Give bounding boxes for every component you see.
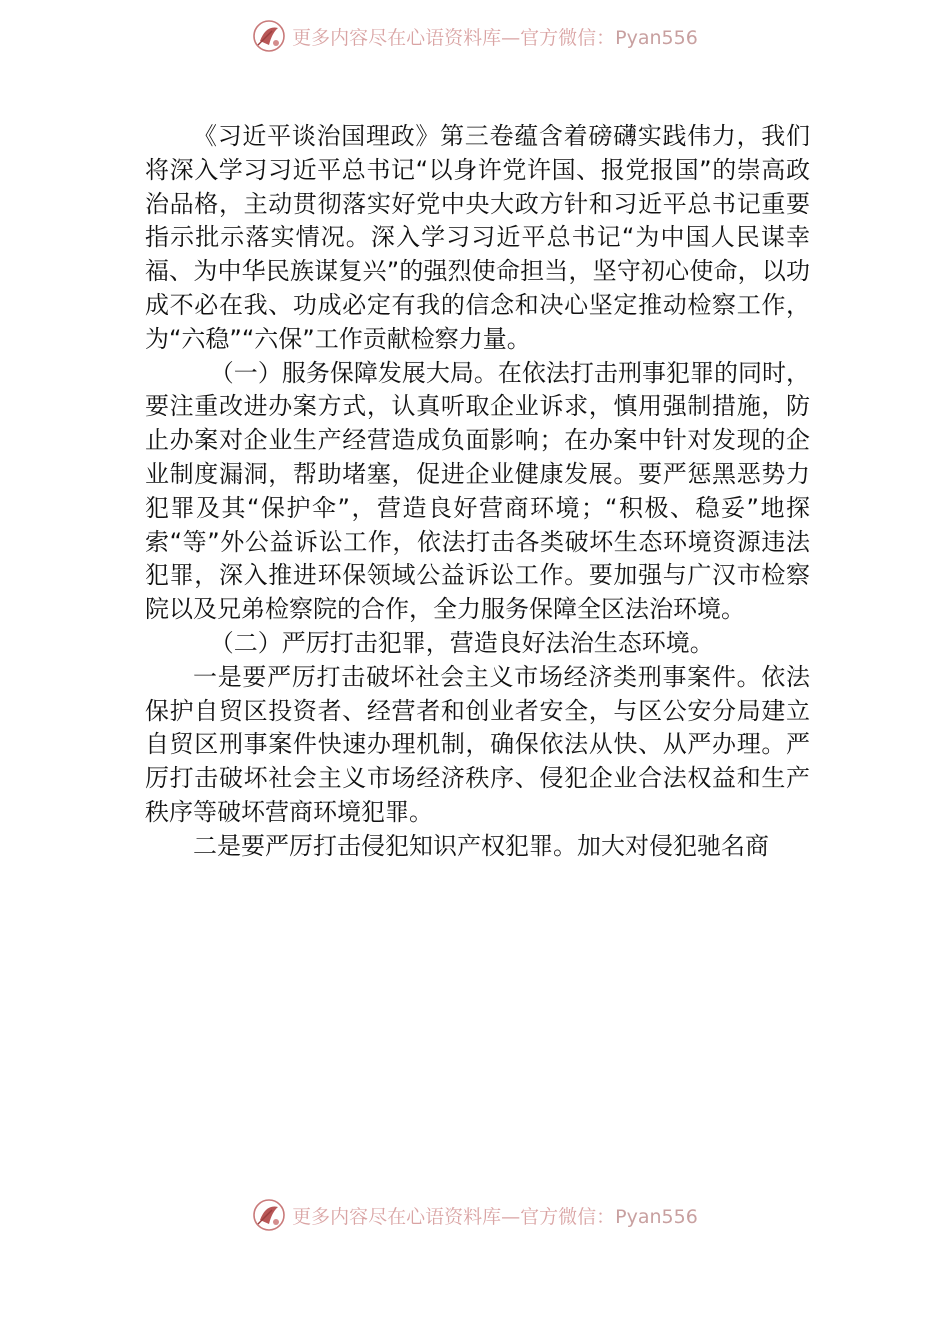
paragraph-section-two: （二）严厉打击犯罪，营造良好法治生态环境。: [209, 628, 714, 657]
header-watermark: [0, 16, 950, 56]
paragraph-section-one: （一）服务保障发展大局。在依法打击刑事犯罪的同时，要注重改进办案方式，认真听取企业诉求，慎用强制措施，防止办案对企业生产经营造成负面影响；在办案中针对发现的企业制度漏洞，帮助堵塞，促进企业健康发展。要严惩黑恶势力犯罪及其“保护伞”，营造良好营商环境；“积极、稳妥”地探索“等”外公益诉讼工作，依法打击各类破坏生态环境资源违法犯罪，深入推进环保领域公益诉讼工作。要加强与广汉市检察院以及兄弟检察院的合作，全力服务保障全区法治环境。: [145, 358, 810, 624]
paragraph: 二是要严厉打击侵犯知识产权犯罪。加大对侵犯驰名商: [193, 831, 769, 860]
paragraph: 一是要严厉打击破坏社会主义市场经济类刑事案件。依法保护自贸区投资者、经营者和创业者安全，与区公安分局建立自贸区刑事案件快速办理机制，确保依法从快、从严办理。严厉打击破坏社会主义市场经济秩序、侵犯企业合法权益和生产秩序等破坏营商环境犯罪。: [145, 662, 810, 826]
document-body: [145, 120, 810, 864]
paragraph: 《习近平谈治国理政》第三卷蕴含着磅礴实践伟力，我们将深入学习习近平总书记“以身许党许国、报党报国”的崇高政治品格，主动贯彻落实好党中央大政方针和习近平总书记重要指示批示落实情况。深入学习习近平总书记“为中国人民谋幸福、为中华民族谋复兴”的强烈使命担当，坚守初心使命，以功成不必在我、功成必定有我的信念和决心坚定推动检察工作，为“六稳”“六保”工作贡献检察力量。: [145, 122, 810, 353]
watermark-text: 更多内容尽在心语资料库—官方微信：Pyan556: [292, 1205, 698, 1228]
footer-watermark: [0, 1195, 950, 1235]
watermark-text: 更多内容尽在心语资料库—官方微信：Pyan556: [292, 26, 698, 49]
fan-logo-icon: [252, 19, 286, 53]
fan-logo-icon: [252, 1198, 286, 1232]
